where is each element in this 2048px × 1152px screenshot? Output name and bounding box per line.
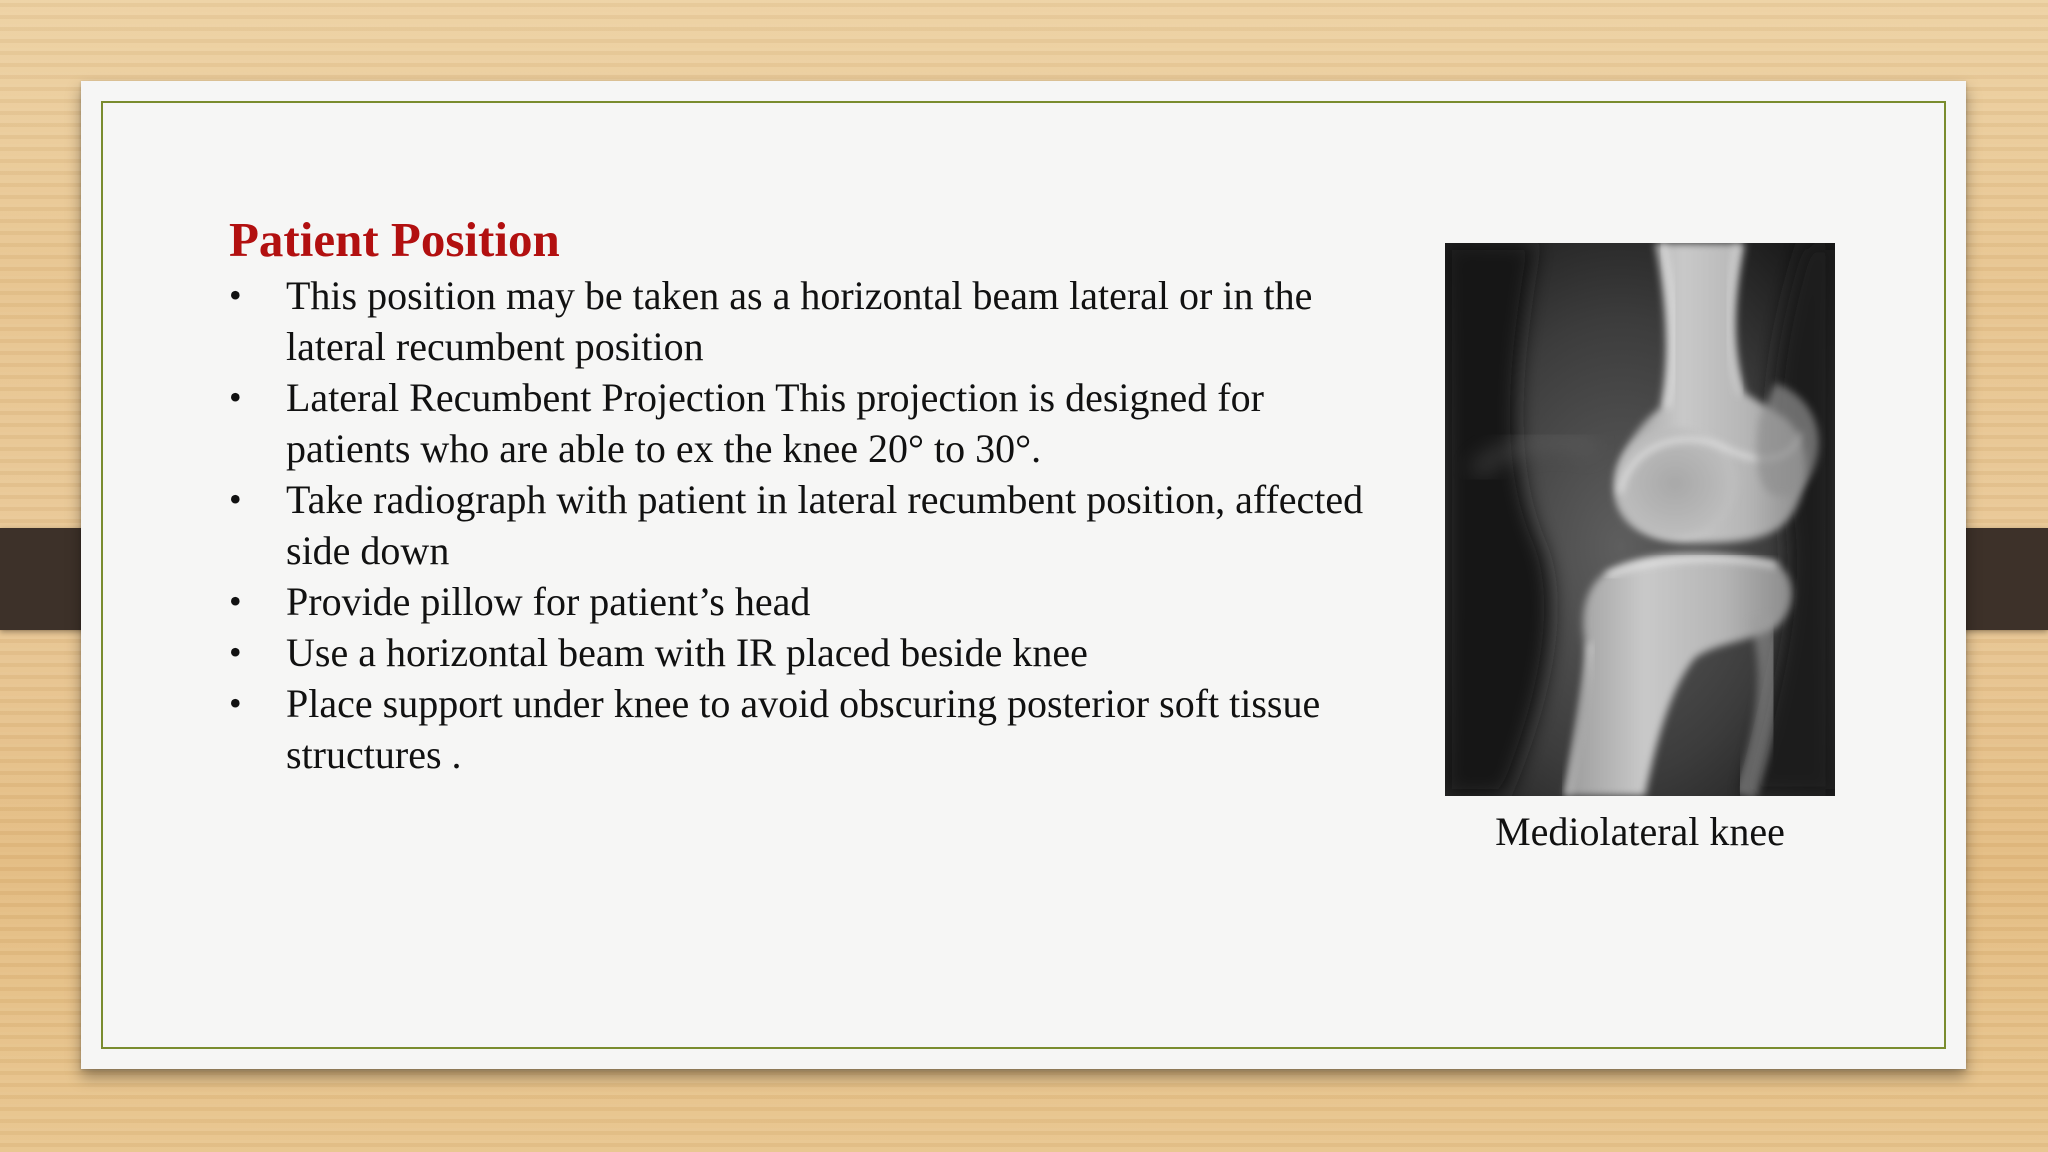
slide-card [81, 81, 1966, 1069]
bullet-glyph: • [229, 683, 242, 723]
bullet-text: Use a horizontal beam with IR placed beside knee [286, 630, 1088, 675]
bullet-item [229, 576, 1379, 627]
slide-title: Patient Position [229, 212, 560, 267]
bullet-text: This position may be taken as a horizontal beam lateral or in the lateral recumbent position [286, 273, 1313, 369]
bullet-glyph: • [229, 632, 242, 672]
bullet-item [229, 372, 1379, 474]
bullet-text: Lateral Recumbent Projection This projection is designed for patients who are able to ex the knee 20° to 30°. [286, 375, 1264, 471]
bullet-glyph: • [229, 479, 242, 519]
bullet-glyph: • [229, 275, 242, 315]
bullet-item [229, 627, 1379, 678]
bullet-glyph: • [229, 377, 242, 417]
bullet-text: Place support under knee to avoid obscuring posterior soft tissue structures . [286, 681, 1321, 777]
bullet-glyph: • [229, 581, 242, 621]
bullet-text: Take radiograph with patient in lateral recumbent position, affected side down [286, 477, 1364, 573]
bullet-list [229, 270, 1379, 780]
knee-xray-image [1445, 243, 1835, 796]
bullet-item [229, 270, 1379, 372]
bullet-item [229, 474, 1379, 576]
bullet-item [229, 678, 1379, 780]
bullet-text: Provide pillow for patient’s head [286, 579, 811, 624]
image-caption: Mediolateral knee [1495, 809, 1785, 854]
